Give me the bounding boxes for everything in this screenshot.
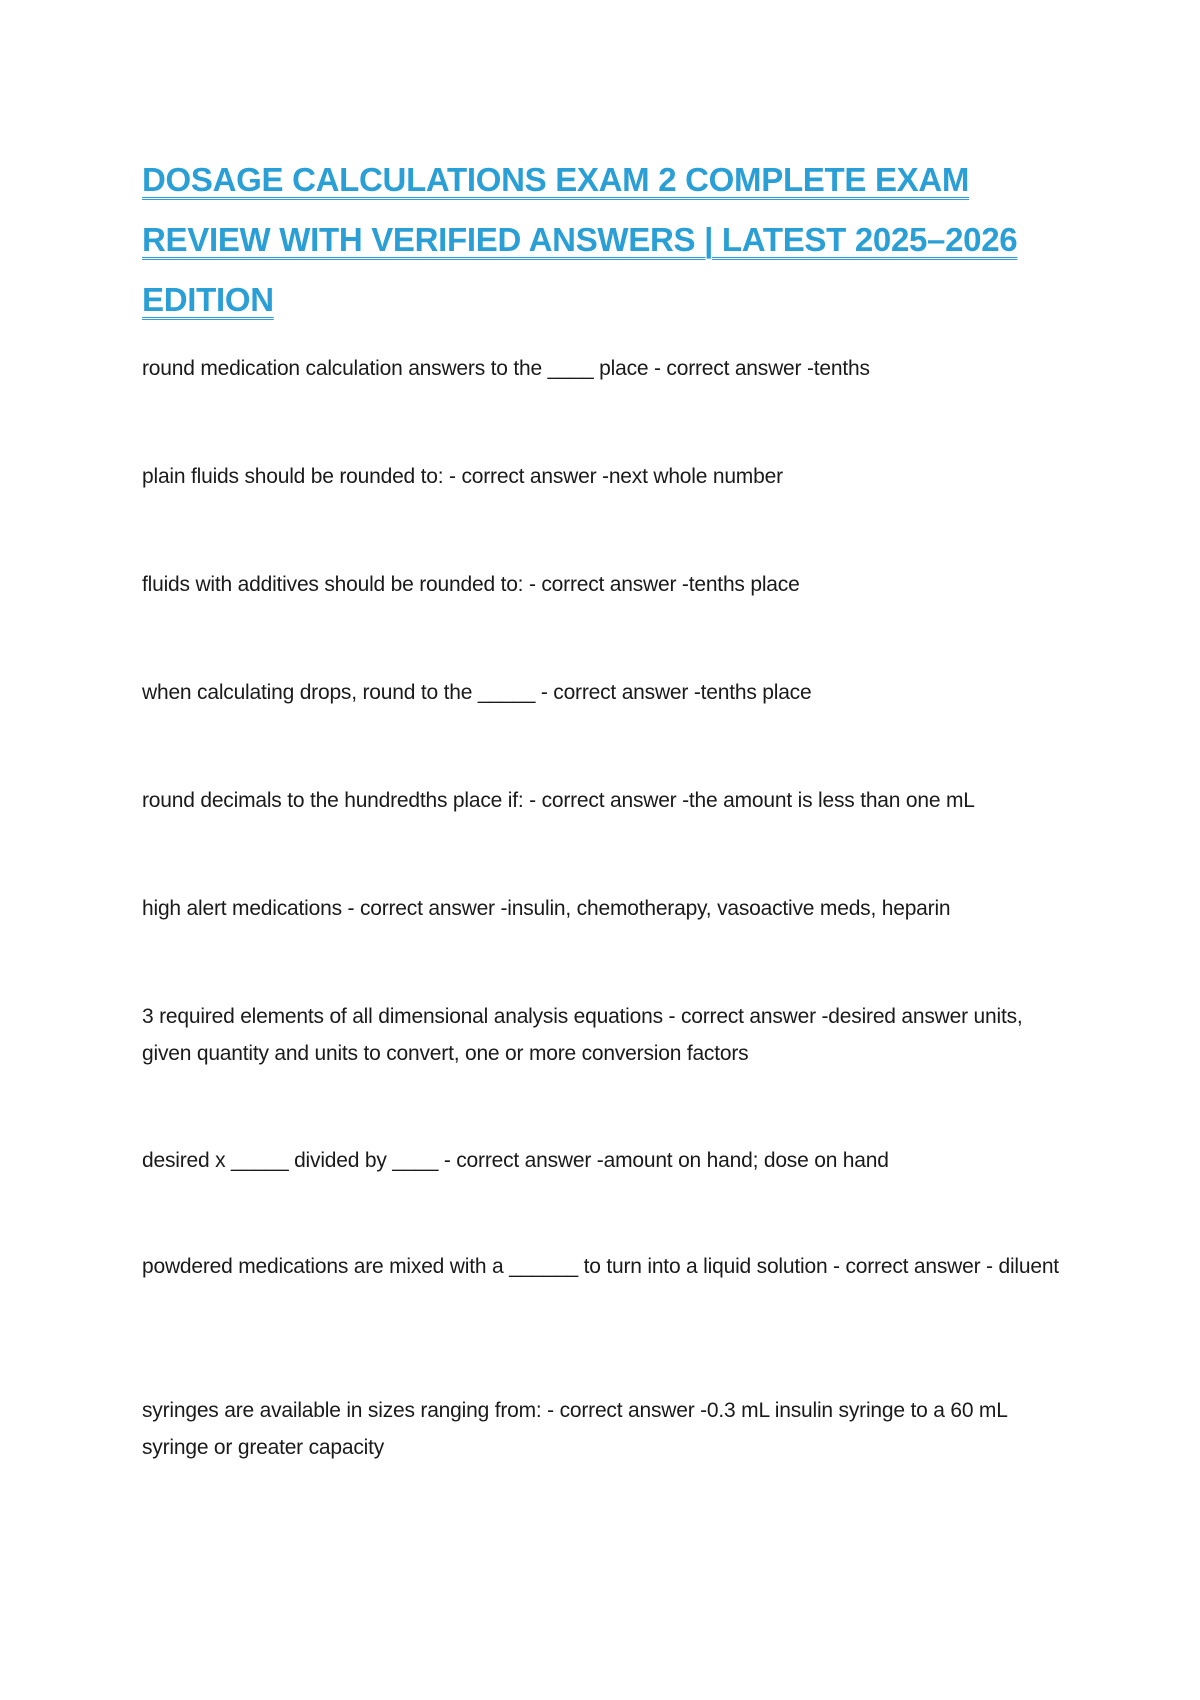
qa-item-3: fluids with additives should be rounded to: - correct answer -tenths place bbox=[142, 573, 800, 596]
qa-item-2: plain fluids should be rounded to: - correct answer -next whole number bbox=[142, 465, 783, 488]
qa-item-4: when calculating drops, round to the _____ - correct answer -tenths place bbox=[142, 681, 812, 704]
qa-item-1: round medication calculation answers to the ____ place - correct answer -tenths bbox=[142, 357, 870, 380]
qa-item-9: powdered medications are mixed with a ______ to turn into a liquid solution - correct answer - diluent bbox=[142, 1255, 1059, 1278]
document-title: DOSAGE CALCULATIONS EXAM 2 COMPLETE EXAM REVIEW WITH VERIFIED ANSWERS | LATEST 2025–2026 EDITION bbox=[142, 161, 1018, 318]
qa-item-5: round decimals to the hundredths place if: - correct answer -the amount is less than one mL bbox=[142, 789, 975, 812]
qa-item-10: syringes are available in sizes ranging from: - correct answer -0.3 mL insulin syringe to a 60 mL syringe or greater capacity bbox=[142, 1399, 1007, 1459]
qa-item-8: desired x _____ divided by ____ - correct answer -amount on hand; dose on hand bbox=[142, 1149, 889, 1172]
qa-item-7: 3 required elements of all dimensional analysis equations - correct answer -desired answer units, given quantity and units to convert, one or more conversion factors bbox=[142, 1005, 1023, 1065]
qa-item-6: high alert medications - correct answer -insulin, chemotherapy, vasoactive meds, heparin bbox=[142, 897, 951, 920]
